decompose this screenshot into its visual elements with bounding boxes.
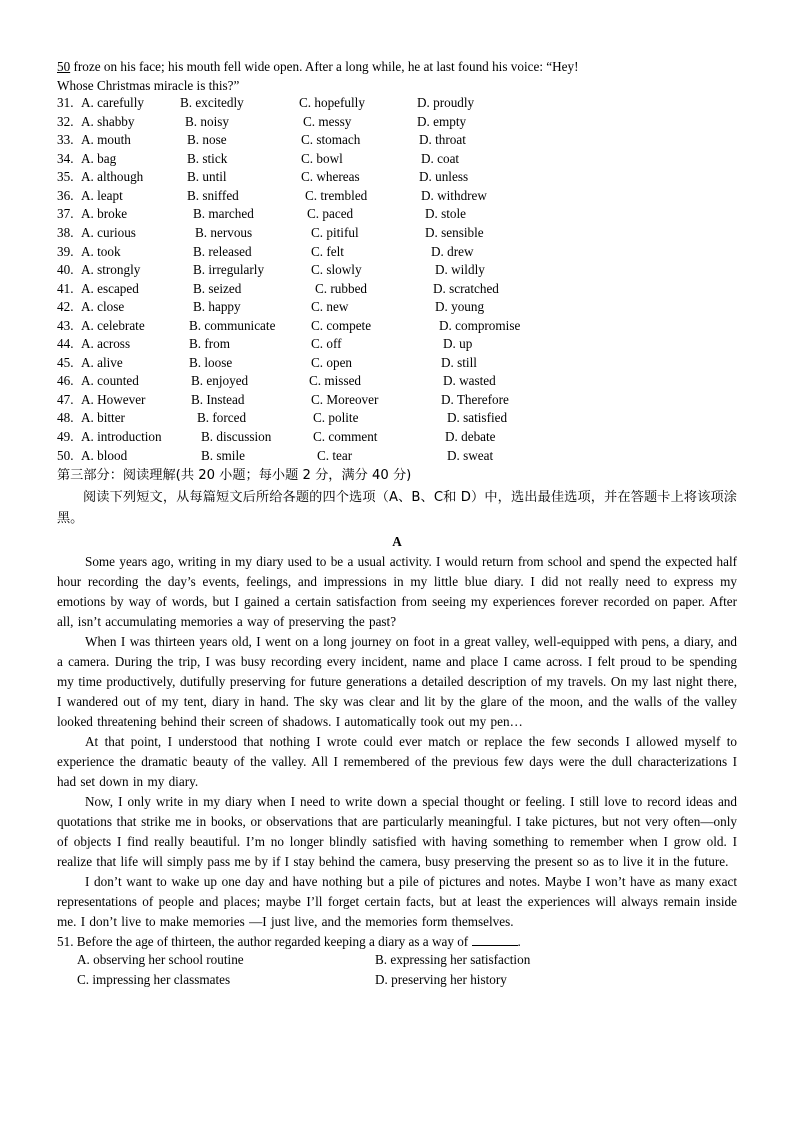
option-a: A. escaped bbox=[81, 280, 139, 296]
option-c: C. slowly bbox=[311, 262, 362, 278]
option-c: C. impressing her classmates bbox=[77, 972, 231, 988]
option-c: C. tear bbox=[317, 447, 353, 463]
cloze-option-row bbox=[57, 410, 737, 429]
cloze-option-row bbox=[57, 373, 737, 392]
cloze-options-list bbox=[57, 95, 737, 466]
option-d: D. still bbox=[441, 354, 477, 370]
option-b: B. released bbox=[193, 243, 252, 259]
option-d: D. proudly bbox=[417, 95, 475, 111]
option-c: C. new bbox=[311, 299, 349, 315]
exam-page bbox=[57, 58, 737, 992]
question-number: 50. bbox=[57, 447, 74, 463]
cloze-option-row bbox=[57, 151, 737, 170]
question-number: 37. bbox=[57, 206, 74, 222]
passage-line-2: Whose Christmas miracle is this?” bbox=[57, 77, 240, 93]
section-label: A bbox=[392, 534, 402, 550]
option-a: A. curious bbox=[81, 225, 136, 241]
option-b: B. forced bbox=[197, 410, 247, 426]
option-b: B. seized bbox=[193, 280, 242, 296]
cloze-option-row bbox=[57, 244, 737, 263]
option-b: B. stick bbox=[187, 150, 228, 166]
option-c: C. whereas bbox=[301, 169, 360, 185]
question-number: 36. bbox=[57, 187, 74, 203]
question-number: 49. bbox=[57, 429, 74, 445]
reading-passage bbox=[57, 552, 737, 932]
cloze-option-row bbox=[57, 299, 737, 318]
option-d: D. coat bbox=[421, 150, 460, 166]
option-a: A. although bbox=[81, 169, 144, 185]
option-a: A. carefully bbox=[81, 95, 144, 111]
option-c: C. trembled bbox=[305, 187, 368, 203]
option-d: D. drew bbox=[431, 243, 474, 259]
option-b: B. discussion bbox=[201, 429, 272, 445]
option-b: B. loose bbox=[189, 354, 233, 370]
option-d: D. stole bbox=[425, 206, 467, 222]
cloze-option-row bbox=[57, 392, 737, 411]
option-b: B. expressing her satisfaction bbox=[375, 952, 531, 968]
cloze-option-row bbox=[57, 318, 737, 337]
question-51 bbox=[57, 932, 737, 952]
option-a: A. across bbox=[81, 336, 131, 352]
option-c: C. polite bbox=[313, 410, 359, 426]
option-d: D. wasted bbox=[443, 373, 496, 389]
option-d: D. unless bbox=[419, 169, 469, 185]
question-number: 33. bbox=[57, 132, 74, 148]
option-d: D. up bbox=[443, 336, 473, 352]
option-a: A. close bbox=[81, 299, 125, 315]
option-a: A. celebrate bbox=[81, 317, 145, 333]
option-a: A. took bbox=[81, 243, 121, 259]
option-a: A. blood bbox=[81, 447, 128, 463]
question-number: 45. bbox=[57, 354, 74, 370]
option-c: C. missed bbox=[309, 373, 362, 389]
question-stem: 51. Before the age of thirteen, the author regarded keeping a diary as a way of bbox=[57, 934, 469, 950]
option-c: C. comment bbox=[313, 429, 378, 445]
option-a: A. introduction bbox=[81, 429, 162, 445]
option-c: C. hopefully bbox=[299, 95, 365, 111]
question-number: 31. bbox=[57, 95, 74, 111]
option-a: A. leapt bbox=[81, 187, 123, 203]
option-b: B. noisy bbox=[185, 113, 229, 129]
question-number: 41. bbox=[57, 280, 74, 296]
option-d: D. throat bbox=[419, 132, 466, 148]
option-c: C. bowl bbox=[301, 150, 343, 166]
passage-paragraph: Some years ago, writing in my diary used to be a usual activity. I would return from school and spend the expected half hour recording the day’s events, feelings, and impressions in my little blue diary. I did not really need to express my emotions by way of words, but I gained a certain satisfaction from seeing my experiences forever recorded on paper. After all, isn’t accumulating memories a way of preserving the past? bbox=[57, 554, 737, 630]
option-c: C. compete bbox=[311, 317, 372, 333]
option-c: C. rubbed bbox=[315, 280, 368, 296]
question-number: 40. bbox=[57, 262, 74, 278]
option-b: B. marched bbox=[193, 206, 254, 222]
option-b: B. sniffed bbox=[187, 187, 239, 203]
question-stem-end: . bbox=[517, 934, 521, 950]
option-d: D. satisfied bbox=[447, 410, 508, 426]
question-number: 44. bbox=[57, 336, 74, 352]
cloze-option-row bbox=[57, 169, 737, 188]
answer-blank bbox=[472, 933, 518, 946]
option-b: B. enjoyed bbox=[191, 373, 249, 389]
question-number: 47. bbox=[57, 391, 74, 407]
cloze-passage-tail bbox=[57, 58, 737, 95]
cloze-option-row bbox=[57, 114, 737, 133]
option-d: D. preserving her history bbox=[375, 972, 507, 988]
option-a: A. bitter bbox=[81, 410, 125, 426]
option-d: D. debate bbox=[445, 429, 496, 445]
part3-instruction: 阅读下列短文，从每篇短文后所给各题的四个选项（A、B、C和 D）中，选出最佳选项，并在答题卡上将该项涂黑。 bbox=[57, 490, 737, 527]
option-b: B. excitedly bbox=[180, 95, 244, 111]
option-d: D. scratched bbox=[433, 280, 499, 296]
option-d: D. sweat bbox=[447, 447, 494, 463]
option-b: B. happy bbox=[193, 299, 241, 315]
part3-heading: 第三部分：阅读理解(共 20 小题；每小题 2 分，满分 40 分) bbox=[57, 468, 412, 484]
passage-paragraph: When I was thirteen years old, I went on a long journey on foot in a great valley, well-equipped with pens, a diary, and a camera. During the trip, I was busy recording every incident, name and place I came across. I felt proud to be spending my time productively, dutifully preserving for future generations a detailed description of my travels. On my last night there, I wandered out of my tent, diary in hand. The sky was clear and lit by the glare of the moon, and the walls of the valley looked threatening behind their screen of shadows. I automatically took out my pen… bbox=[57, 634, 737, 730]
option-c: C. off bbox=[311, 336, 342, 352]
cloze-option-row bbox=[57, 188, 737, 207]
question-options-row-1 bbox=[57, 952, 737, 972]
option-d: D. wildly bbox=[435, 262, 485, 278]
option-a: A. broke bbox=[81, 206, 128, 222]
option-b: B. nose bbox=[187, 132, 227, 148]
cloze-option-row bbox=[57, 355, 737, 374]
cloze-option-row bbox=[57, 281, 737, 300]
option-a: A. However bbox=[81, 391, 146, 407]
question-number: 46. bbox=[57, 373, 74, 389]
option-a: A. bag bbox=[81, 150, 117, 166]
cloze-option-row bbox=[57, 448, 737, 467]
question-number: 38. bbox=[57, 225, 74, 241]
option-b: B. smile bbox=[201, 447, 245, 463]
passage-line-1-text: froze on his face; his mouth fell wide open. After a long while, he at last found his voice: “Hey! bbox=[70, 59, 579, 74]
passage-paragraph: Now, I only write in my diary when I need to write down a special thought or feeling. I still love to record ideas and quotations that strike me in books, or observations that are particularly meaningful. I take pictures, but not very often—only of objects I find really beautiful. I’m no longer blindly satisfied with having something to remember when I grow old. I realize that life will simply pass me by if I stay behind the camera, busy preserving the present so as to live it in the future. bbox=[57, 794, 737, 870]
blank-number: 50 bbox=[57, 59, 71, 74]
option-a: A. alive bbox=[81, 354, 123, 370]
cloze-option-row bbox=[57, 95, 737, 114]
option-c: C. felt bbox=[311, 243, 344, 259]
option-b: B. nervous bbox=[195, 225, 253, 241]
cloze-option-row bbox=[57, 206, 737, 225]
option-d: D. sensible bbox=[425, 225, 484, 241]
option-c: C. pitiful bbox=[311, 225, 359, 241]
option-b: B. from bbox=[189, 336, 231, 352]
option-a: A. observing her school routine bbox=[77, 952, 244, 968]
option-d: D. empty bbox=[417, 113, 467, 129]
option-a: A. shabby bbox=[81, 113, 135, 129]
option-d: D. compromise bbox=[439, 317, 521, 333]
cloze-option-row bbox=[57, 225, 737, 244]
option-d: D. young bbox=[435, 299, 485, 315]
question-options-row-2 bbox=[57, 972, 737, 992]
option-c: C. stomach bbox=[301, 132, 361, 148]
option-a: A. mouth bbox=[81, 132, 131, 148]
question-number: 43. bbox=[57, 317, 74, 333]
option-c: C. Moreover bbox=[311, 391, 379, 407]
cloze-option-row bbox=[57, 429, 737, 448]
question-number: 42. bbox=[57, 299, 74, 315]
question-number: 39. bbox=[57, 243, 74, 259]
option-b: B. Instead bbox=[191, 391, 245, 407]
option-a: A. strongly bbox=[81, 262, 141, 278]
option-d: D. withdrew bbox=[421, 187, 487, 203]
cloze-option-row bbox=[57, 336, 737, 355]
question-number: 32. bbox=[57, 113, 74, 129]
option-b: B. irregularly bbox=[193, 262, 265, 278]
passage-line-1 bbox=[57, 58, 737, 77]
cloze-option-row bbox=[57, 132, 737, 151]
option-c: C. messy bbox=[303, 113, 352, 129]
passage-paragraph: At that point, I understood that nothing I wrote could ever match or replace the few seconds I allowed myself to experience the dramatic beauty of the valley. All I remembered of the previous few days were the dull characterizations I had set down in my diary. bbox=[57, 734, 737, 790]
cloze-option-row bbox=[57, 262, 737, 281]
option-c: C. open bbox=[311, 354, 353, 370]
option-b: B. communicate bbox=[189, 317, 276, 333]
option-d: D. Therefore bbox=[441, 391, 509, 407]
option-b: B. until bbox=[187, 169, 227, 185]
question-number: 35. bbox=[57, 169, 74, 185]
option-a: A. counted bbox=[81, 373, 139, 389]
option-c: C. paced bbox=[307, 206, 354, 222]
question-number: 34. bbox=[57, 150, 74, 166]
passage-paragraph: I don’t want to wake up one day and have nothing but a pile of pictures and notes. Maybe I won’t have as many exact representations of people and places; maybe I’ll forget certain facts, but at least the experiences will always remain inside me. I don’t live to make memories —I just live, and the memories form themselves. bbox=[57, 874, 737, 930]
question-number: 48. bbox=[57, 410, 74, 426]
